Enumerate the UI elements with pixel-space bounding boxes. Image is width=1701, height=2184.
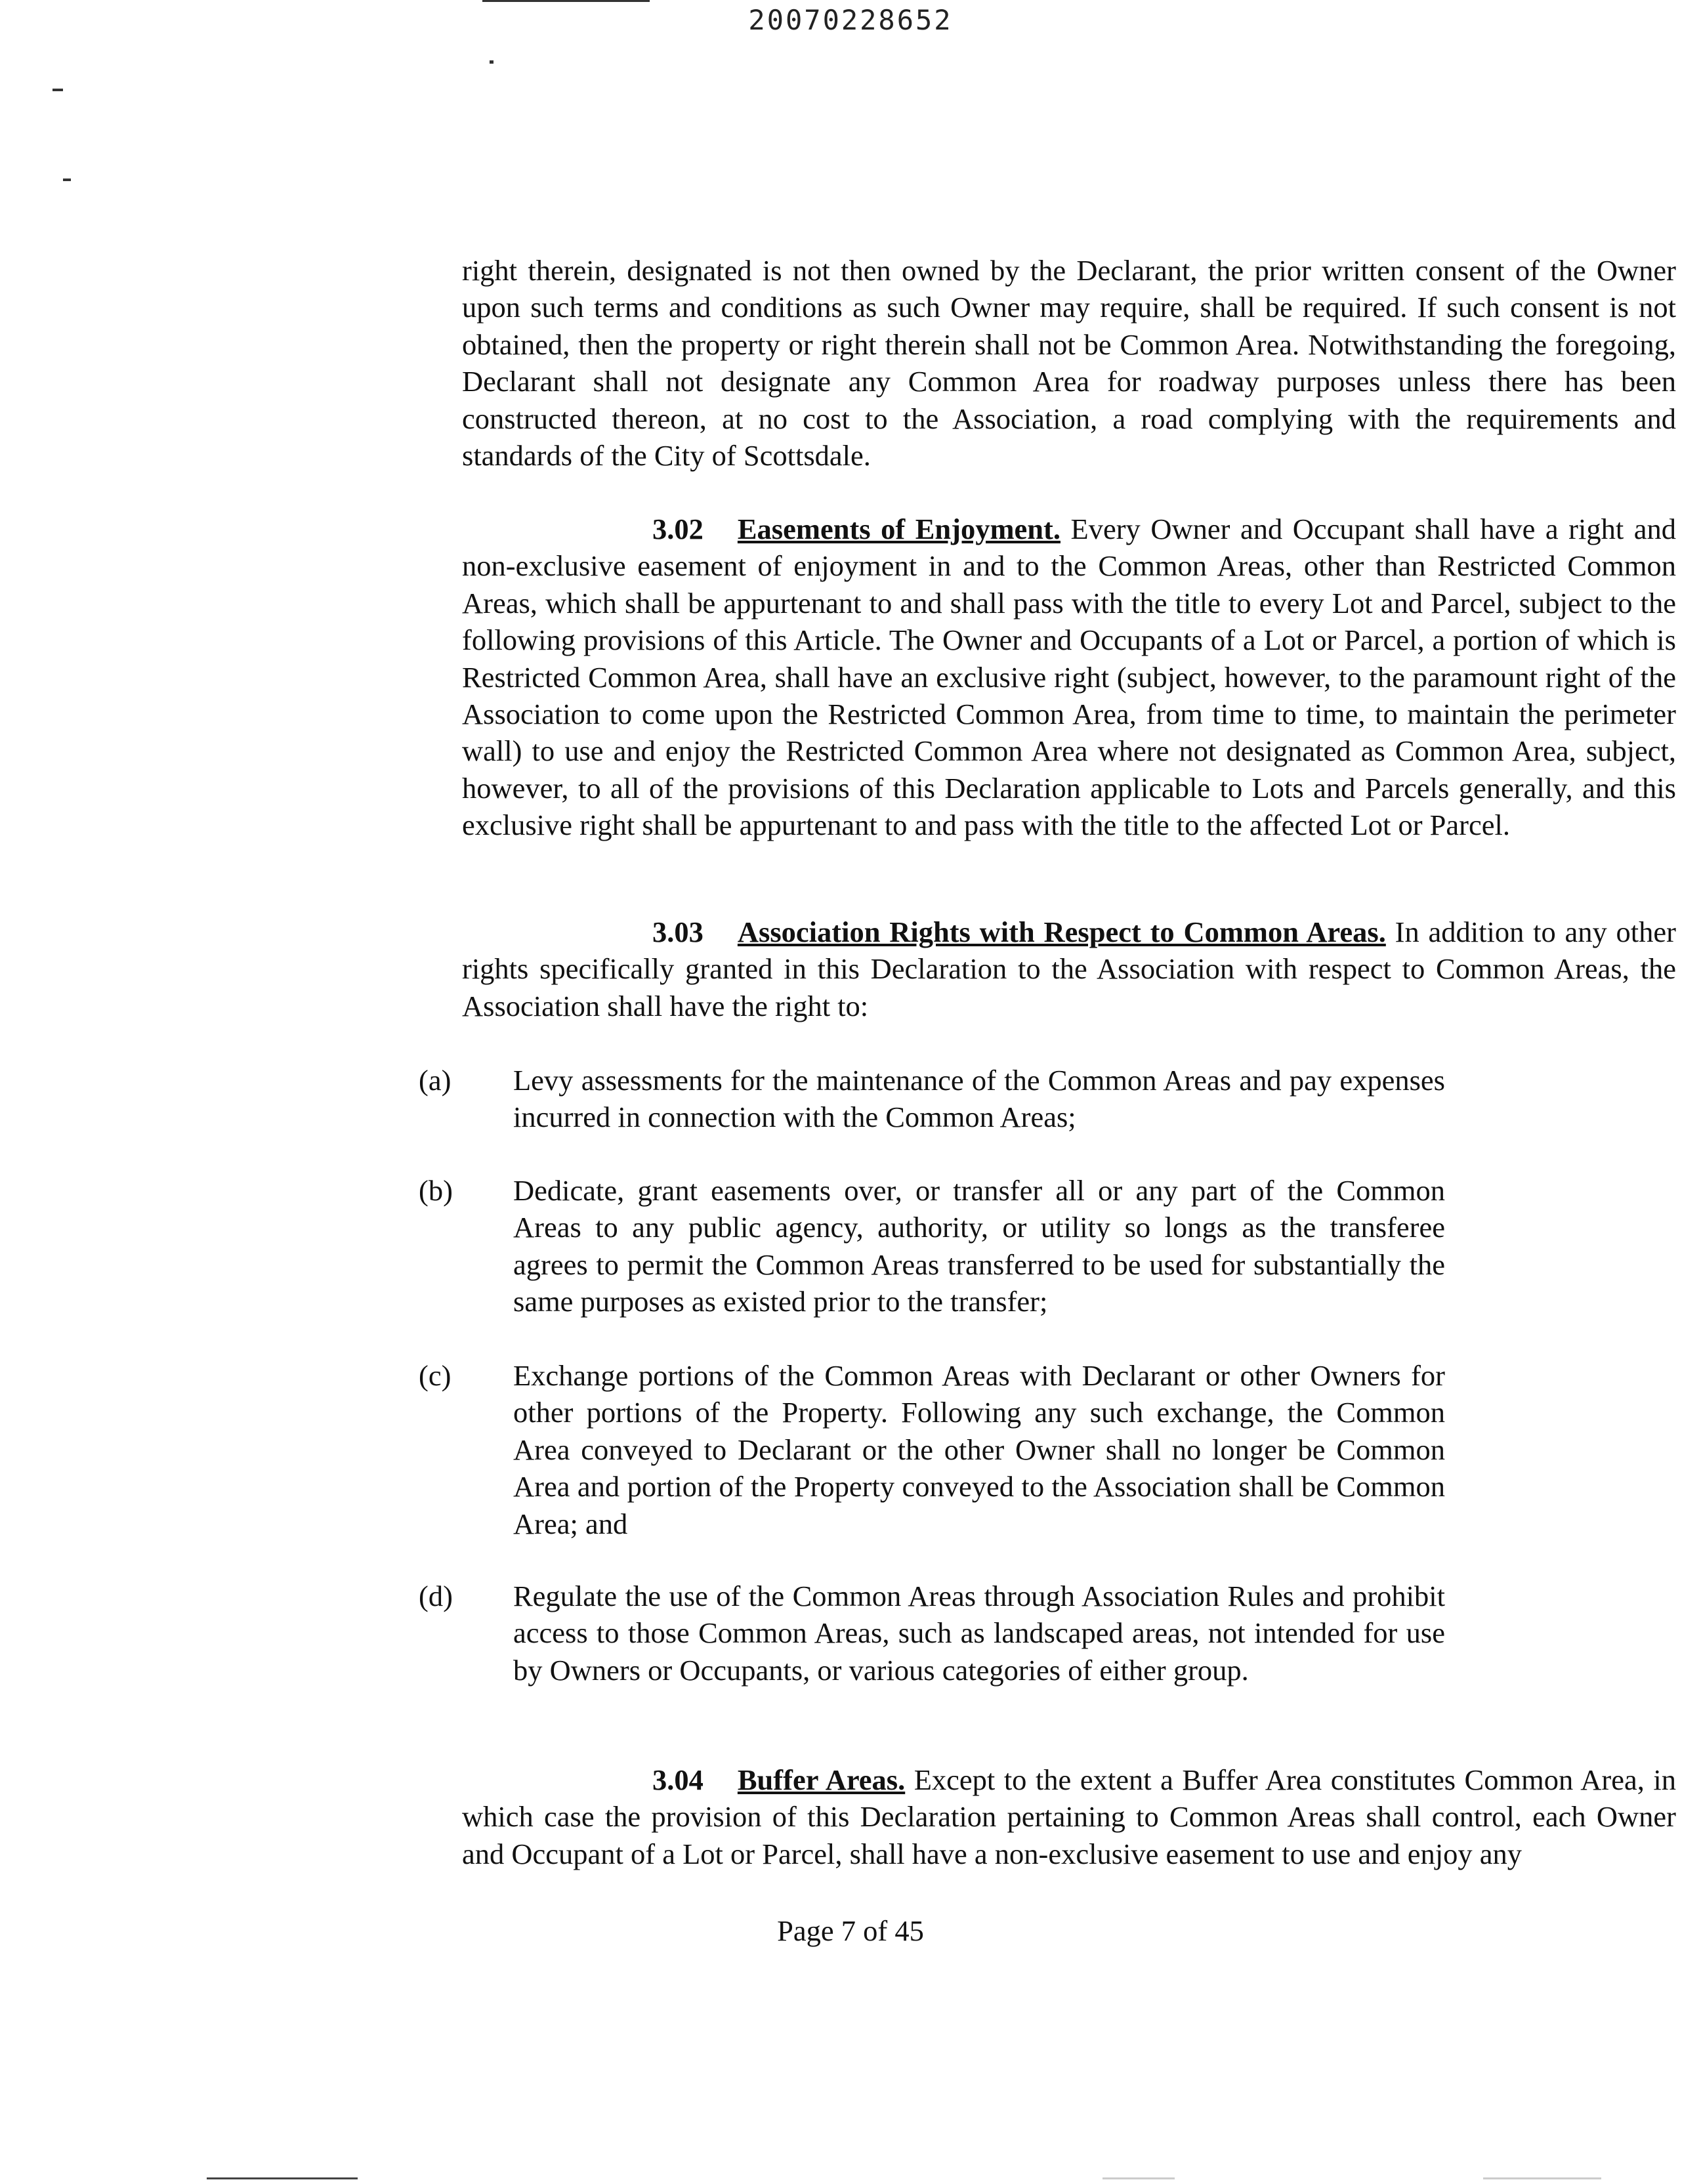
item-text: Regulate the use of the Common Areas through Association Rules and prohibit access to those Common Areas, such as landscaped areas, not intended for use by Owners or Occupants, or various categories of either group. bbox=[513, 1580, 1445, 1687]
section-text: Every Owner and Occupant shall have a right and non-exclusive easement of enjoyment in and to the Common Areas, other than Restricted Common Areas, which shall be appurtenant to and shall pass with the title to every Lot and Parcel, subject to the following provisions of this Article. The Owner and Occupants of a Lot or Parcel, a portion of which is Restricted Common Area, shall have an exclusive right (subject, however, to the paramount right of the Association to come upon the Restricted Common Area, from time to time, to maintain the perimeter wall) to use and enjoy the Restricted Common Area where not designated as Common Area, subject, however, to all of the provisions of this Declaration applicable to Lots and Parcels generally, and this exclusive right shall be appurtenant to and pass with the title to the affected Lot or Parcel. bbox=[462, 513, 1677, 842]
item-label: (d) bbox=[419, 1580, 453, 1612]
item-label: (c) bbox=[419, 1359, 452, 1392]
list-item bbox=[419, 1062, 1445, 1136]
recording-number: 20070228652 bbox=[748, 4, 953, 36]
section-title: Easements of Enjoyment. bbox=[737, 513, 1060, 545]
continued-paragraph: right therein, designated is not then owned by the Declarant, the prior written consent of the Owner upon such terms and conditions as such Owner may require, shall be required. If such consent is not obtained, then the property or right therein shall not be Common Area. Notwithstanding the foregoing, Declarant shall not designate any Common Area for roadway purposes unless there has been constructed thereon, at no cost to the Association, a road complying with the requirements and standards of the City of Scottsdale. bbox=[462, 254, 1676, 472]
bottom-rule bbox=[207, 2177, 358, 2179]
item-text: Levy assessments for the maintenance of the Common Areas and pay expenses incurred in connection with the Common Areas; bbox=[513, 1064, 1445, 1134]
scan-noise bbox=[1483, 2177, 1601, 2179]
list-item bbox=[419, 1172, 1445, 1320]
section-number: 3.02 bbox=[652, 513, 704, 545]
scan-speck bbox=[63, 178, 71, 181]
scan-noise bbox=[1102, 2177, 1175, 2179]
section-3-03 bbox=[462, 914, 1676, 1024]
section-3-02 bbox=[462, 511, 1676, 844]
section-title: Association Rights with Respect to Common Areas. bbox=[737, 915, 1386, 948]
scan-speck bbox=[490, 60, 494, 64]
section-number: 3.03 bbox=[652, 915, 704, 948]
section-number: 3.04 bbox=[652, 1763, 704, 1796]
scan-speck bbox=[52, 89, 63, 91]
section-text: In addition to any other rights specifically granted in this Declaration to the Association with respect to Common Areas, the Association shall have the right to: bbox=[462, 915, 1676, 1022]
item-text: Dedicate, grant easements over, or transfer all or any part of the Common Areas to any public agency, authority, or utility so longs as the transferee agrees to permit the Common Areas transferred to be used for substantially the same purposes as existed prior to the transfer; bbox=[513, 1174, 1445, 1318]
item-label: (b) bbox=[419, 1174, 453, 1207]
item-label: (a) bbox=[419, 1064, 452, 1097]
top-rule bbox=[482, 0, 650, 2]
list-item bbox=[419, 1357, 1445, 1542]
section-title: Buffer Areas. bbox=[737, 1763, 906, 1796]
item-text: Exchange portions of the Common Areas with Declarant or other Owners for other portions of the Property. Following any such exchange, the Common Area conveyed to Declarant or the other Owner shall no longer be Common Area and portion of the Property conveyed to the Association shall be Common Area; and bbox=[513, 1359, 1445, 1540]
section-3-04 bbox=[462, 1761, 1676, 1872]
page-number: Page 7 of 45 bbox=[777, 1914, 924, 1947]
list-item bbox=[419, 1578, 1445, 1689]
section-text: Except to the extent a Buffer Area constitutes Common Area, in which case the provision of this Declaration pertaining to Common Areas shall control, each Owner and Occupant of a Lot or Parcel, shall have a non-exclusive easement to use and enjoy any bbox=[462, 1763, 1676, 1870]
